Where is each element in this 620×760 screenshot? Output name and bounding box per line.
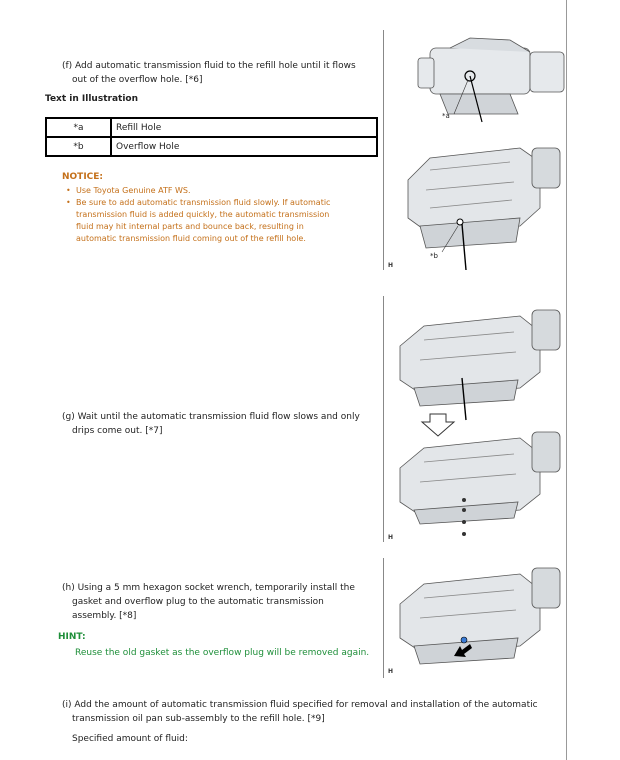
figure-divider bbox=[383, 30, 384, 270]
overflow-plug-marker bbox=[461, 637, 467, 643]
transmission-lower-drawing bbox=[400, 432, 560, 524]
callout-key-a: *a bbox=[46, 118, 111, 137]
notice-bullet-2: • bbox=[66, 198, 71, 207]
table-row bbox=[46, 118, 377, 137]
figure-2-mark-h: H bbox=[388, 534, 394, 541]
step-i-line2: transmission oil pan sub-assembly to the refill hole. [*9] bbox=[72, 714, 325, 724]
specified-amount-label: Specified amount of fluid: bbox=[72, 734, 188, 744]
callout-label-overflow-hole: Overflow Hole bbox=[111, 137, 377, 156]
notice-item-1: Use Toyota Genuine ATF WS. bbox=[76, 186, 191, 195]
step-h-line2: gasket and overflow plug to the automatic transmission bbox=[72, 597, 324, 607]
step-g-line1: (g) Wait until the automatic transmission fluid flow slows and only bbox=[62, 412, 360, 422]
illustration-callout-table bbox=[45, 117, 378, 157]
table-row bbox=[46, 137, 377, 156]
figure-1-mark-h: H bbox=[388, 262, 394, 269]
figure-3-mark-h: H bbox=[388, 668, 394, 675]
notice-title: NOTICE: bbox=[62, 172, 104, 182]
step-h-line1: (h) Using a 5 mm hexagon socket wrench, temporarily install the bbox=[62, 583, 355, 593]
transmission-side-view-drawing bbox=[418, 38, 564, 114]
step-i-line1: (i) Add the amount of automatic transmission fluid specified for removal and installation of the automatic bbox=[62, 700, 538, 710]
figure-divider bbox=[383, 558, 384, 678]
step-h-line3: assembly. [*8] bbox=[72, 611, 137, 621]
figure-label-a: *a bbox=[442, 112, 450, 120]
hint-title: HINT: bbox=[58, 632, 86, 642]
notice-bullet-1: • bbox=[66, 186, 71, 195]
step-f-line2: out of the overflow hole. [*6] bbox=[72, 75, 203, 85]
callout-key-b: *b bbox=[46, 137, 111, 156]
notice-item-2-line1: Be sure to add automatic transmission fluid slowly. If automatic bbox=[76, 198, 331, 207]
notice-item-2-line2: transmission fluid is added quickly, the automatic transmission bbox=[76, 210, 330, 219]
notice-item-2-line3: fluid may hit internal parts and bounce back, resulting in bbox=[76, 222, 304, 231]
figure-overflow-plug bbox=[390, 560, 566, 676]
transmission-angled-view-drawing bbox=[408, 148, 560, 248]
transmission-upper-drawing bbox=[400, 310, 560, 406]
step-g-line2: drips come out. [*7] bbox=[72, 426, 163, 436]
callout-label-refill-hole: Refill Hole bbox=[111, 118, 377, 137]
step-f-line1: (f) Add automatic transmission fluid to the refill hole until it flows bbox=[62, 61, 356, 71]
page-right-border bbox=[566, 0, 567, 760]
transmission-plug-view-drawing bbox=[400, 568, 560, 664]
transition-arrow-icon bbox=[422, 414, 454, 436]
figure-fluid-drip bbox=[390, 296, 566, 542]
notice-item-2-line4: automatic transmission fluid coming out of the refill hole. bbox=[76, 234, 306, 243]
illustration-heading: Text in Illustration bbox=[45, 94, 138, 104]
figure-refill-transmission bbox=[390, 30, 566, 270]
hint-text: Reuse the old gasket as the overflow plug will be removed again. bbox=[75, 648, 370, 658]
figure-label-b: *b bbox=[430, 252, 438, 260]
figure-divider bbox=[383, 296, 384, 542]
